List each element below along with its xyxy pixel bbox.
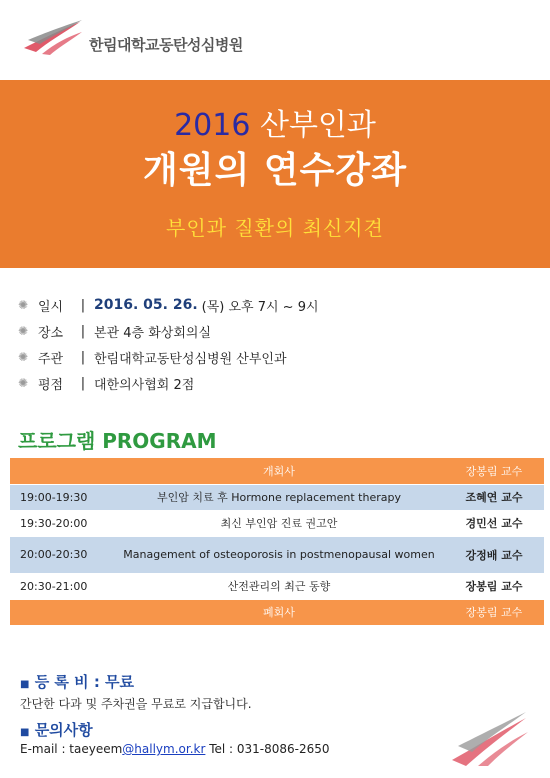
program-title: 프로그램 PROGRAM bbox=[18, 429, 217, 453]
table-cell-time: 20:30-21:00 bbox=[10, 573, 114, 599]
header-logo-bar bbox=[0, 0, 550, 78]
table-cell-time: 19:30-20:00 bbox=[10, 510, 114, 536]
info-value: (목) 오후 7시 ~ 9시 bbox=[201, 299, 319, 315]
program-table bbox=[10, 458, 544, 626]
table-cell-topic: Management of osteoporosis in postmenopausal women bbox=[114, 536, 444, 573]
square-bullet-icon: ■ bbox=[20, 727, 30, 738]
table-cell-topic: 개회사 bbox=[114, 458, 444, 484]
info-label: 장소 bbox=[38, 325, 64, 341]
gear-bullet-icon: ✺ bbox=[18, 376, 29, 390]
registration-desc: 간단한 다과 및 주차권을 무료로 지급합니다. bbox=[20, 697, 252, 711]
gear-bullet-icon: ✺ bbox=[18, 298, 29, 312]
table-row-closing bbox=[10, 599, 544, 625]
banner-year-dept bbox=[0, 100, 550, 144]
hallym-logo-icon bbox=[22, 18, 84, 56]
table-row bbox=[10, 573, 544, 599]
info-value: 한림대학교동탄성심병원 산부인과 bbox=[94, 351, 287, 367]
table-cell-person: 강정배 교수 bbox=[444, 536, 544, 573]
table-cell-topic: 부인암 치료 후 Hormone replacement therapy bbox=[114, 484, 444, 510]
table-cell-time: 20:00-20:30 bbox=[10, 536, 114, 573]
info-row-place: ✺ 장소 | 본관 4층 화상회의실 bbox=[18, 323, 211, 341]
banner-title: 개원의 연수강좌 bbox=[143, 150, 407, 191]
info-label: 평점 bbox=[38, 377, 64, 393]
banner-subtitle: 부인과 질환의 최신지견 bbox=[166, 216, 384, 240]
table-row bbox=[10, 536, 544, 573]
info-label: 주관 bbox=[38, 351, 64, 367]
tel-text: Tel : 031-8086-2650 bbox=[205, 742, 330, 756]
table-cell-person: 경민선 교수 bbox=[444, 510, 544, 536]
hallym-logo-icon bbox=[448, 710, 528, 768]
table-row bbox=[10, 510, 544, 536]
hospital-name: 한림대학교동탄성심병원 bbox=[89, 36, 243, 54]
table-cell-topic: 폐회사 bbox=[114, 599, 444, 625]
contact-line bbox=[20, 742, 330, 756]
table-cell-topic: 산전관리의 최근 동향 bbox=[114, 573, 444, 599]
contact-title: ■ 문의사항 bbox=[20, 721, 93, 739]
table-cell-person: 장봉림 교수 bbox=[444, 573, 544, 599]
gear-bullet-icon: ✺ bbox=[18, 324, 29, 338]
registration-title: ■ 등 록 비 : 무료 bbox=[20, 673, 135, 691]
square-bullet-icon: ■ bbox=[20, 679, 30, 690]
table-cell-person: 조혜연 교수 bbox=[444, 484, 544, 510]
info-value: 본관 4층 화상회의실 bbox=[94, 325, 211, 341]
email-label: E-mail : taeyeem bbox=[20, 742, 123, 756]
info-label: 일시 bbox=[38, 299, 64, 315]
banner-dept: 산부인과 bbox=[250, 108, 376, 143]
table-row-opening bbox=[10, 458, 544, 484]
info-value: 대한의사협회 2점 bbox=[94, 377, 195, 393]
info-row-host: ✺ 주관 | 한림대학교동탄성심병원 산부인과 bbox=[18, 349, 287, 367]
table-cell-time: 19:00-19:30 bbox=[10, 484, 114, 510]
email-link[interactable]: @hallym.or.kr bbox=[122, 742, 206, 756]
table-row bbox=[10, 484, 544, 510]
banner-year: 2016 bbox=[174, 108, 251, 143]
table-cell-topic: 최신 부인암 진료 권고안 bbox=[114, 510, 444, 536]
table-cell-person: 장봉림 교수 bbox=[444, 458, 544, 484]
title-banner bbox=[0, 80, 550, 268]
info-row-credit: ✺ 평점 | 대한의사협회 2점 bbox=[18, 375, 195, 393]
gear-bullet-icon: ✺ bbox=[18, 350, 29, 364]
table-cell-person: 장봉림 교수 bbox=[444, 599, 544, 625]
event-info-list bbox=[18, 292, 538, 396]
info-row-date: ✺ 일시 | 2016. 05. 26. (목) 오후 7시 ~ 9시 bbox=[18, 297, 319, 315]
info-date: 2016. 05. 26. bbox=[94, 297, 198, 313]
